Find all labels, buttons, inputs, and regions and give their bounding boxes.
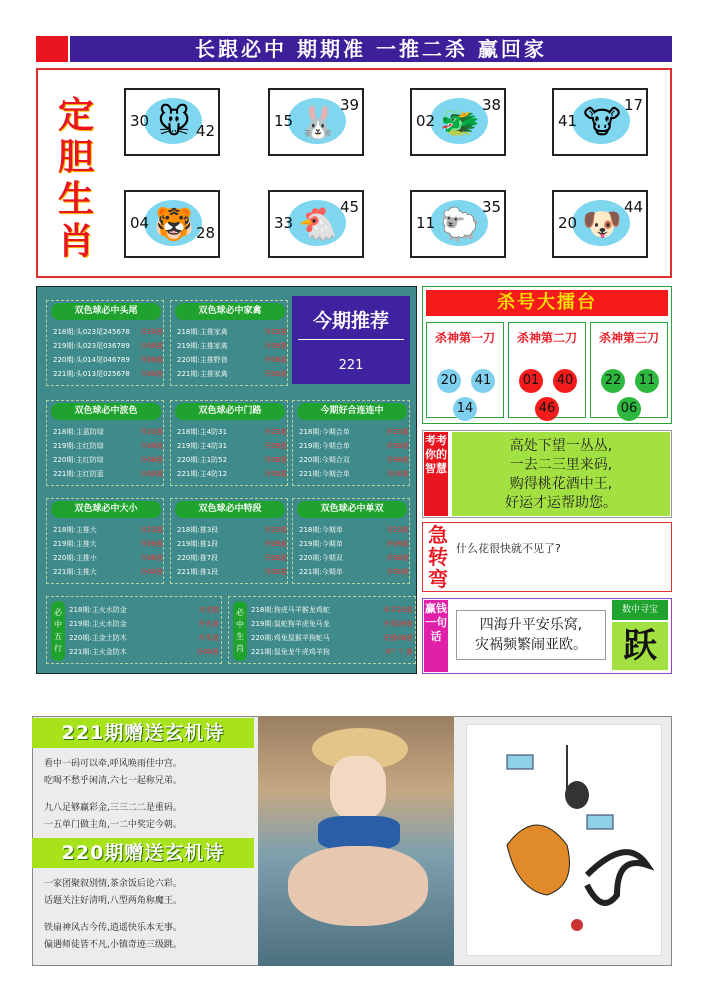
line-result: 开00准 bbox=[140, 568, 163, 576]
cell-line bbox=[69, 605, 219, 615]
line-result: 开09准 bbox=[386, 442, 409, 450]
line-result: 开08准 bbox=[140, 554, 163, 562]
line-result: 开00准 bbox=[196, 648, 219, 656]
kill-ball: 11 bbox=[635, 369, 659, 393]
cell-title: 双色球必中家禽 bbox=[175, 303, 285, 320]
kill-ball: 22 bbox=[601, 369, 625, 393]
zodiac-card bbox=[124, 190, 220, 258]
recommend-title: 今期推荐 bbox=[312, 310, 389, 332]
line-result: 开23准 bbox=[264, 428, 287, 436]
turn-tag: 急转弯 bbox=[428, 523, 448, 591]
line-result: 开08准 bbox=[140, 456, 163, 464]
line-result: 开09准 bbox=[140, 342, 163, 350]
line-result: 开木错 bbox=[198, 606, 219, 614]
line-text: 221期:今期合单 bbox=[299, 470, 350, 478]
cell-title: 双色球必中波色 bbox=[51, 403, 161, 420]
cell-line bbox=[53, 369, 163, 379]
zodiac-number: 28 bbox=[196, 224, 216, 242]
money-text bbox=[456, 610, 606, 660]
cell-line bbox=[299, 469, 409, 479]
zodiac-card bbox=[410, 190, 506, 258]
header-red-block bbox=[36, 36, 68, 62]
line-text: 221期:主推家禽 bbox=[177, 370, 228, 378]
cell-line bbox=[177, 341, 287, 351]
line-text: 220期:主推小 bbox=[53, 554, 97, 562]
line-text: 219期:推1段 bbox=[177, 540, 219, 548]
cell-line bbox=[299, 539, 409, 549]
line-text: 219期:主推大 bbox=[53, 540, 97, 548]
knife-title: 杀神第一刀 bbox=[434, 331, 495, 345]
line-result: 开鸡09准 bbox=[383, 620, 413, 628]
zodiac-number: 35 bbox=[482, 198, 502, 216]
line-text: 220期:主1防52 bbox=[177, 456, 228, 464]
line-text: 219期:今期合单 bbox=[299, 442, 350, 450]
cell-line bbox=[53, 525, 163, 535]
sheep-icon: 🐑 bbox=[440, 205, 480, 243]
line-result: 开09准 bbox=[386, 540, 409, 548]
poem-line: 吃喝不愁乎闲清,六七一起称兄弟。 bbox=[44, 776, 182, 786]
kill-title: 杀号大擂台 bbox=[426, 290, 668, 316]
person-icon bbox=[330, 756, 386, 820]
line-text: 221期:推1段 bbox=[177, 568, 219, 576]
line-text: 220期:主推野兽 bbox=[177, 356, 228, 364]
cell-line bbox=[177, 567, 287, 577]
wisdom-tag: 考考你的智慧 bbox=[424, 432, 448, 516]
zodiac-number: 41 bbox=[558, 112, 578, 130]
cell-line bbox=[53, 355, 163, 365]
line-result: 开08准 bbox=[264, 554, 287, 562]
zodiac-number: 02 bbox=[416, 112, 436, 130]
zodiac-number: 38 bbox=[482, 96, 502, 114]
cell-line bbox=[299, 553, 409, 563]
cell-c7 bbox=[170, 498, 288, 584]
line-text: 218期:推3段 bbox=[177, 526, 219, 534]
title-char: 肖 bbox=[58, 221, 95, 262]
line-result: 开23准 bbox=[140, 526, 163, 534]
line-text: 220期:推7段 bbox=[177, 554, 219, 562]
poem220-body bbox=[44, 876, 182, 954]
cell-line bbox=[177, 355, 287, 365]
cell-line bbox=[177, 553, 287, 563]
cell-line bbox=[299, 567, 409, 577]
rooster-icon: 🐔 bbox=[298, 205, 338, 243]
cell-line bbox=[53, 553, 163, 563]
money-tag: 赢钱一句话 bbox=[424, 600, 448, 672]
zodiac-number: 39 bbox=[340, 96, 360, 114]
poem-line: 九八足够赢彩金,三三二二是重码。 bbox=[44, 803, 182, 813]
line-result: 开木准 bbox=[198, 634, 219, 642]
line-text: 221期:鼠兔龙牛虎鸡羊狗 bbox=[251, 648, 330, 656]
wisdom-line: 好运才运帮助您。 bbox=[505, 495, 617, 511]
cell-c4 bbox=[170, 400, 288, 486]
zodiac-card bbox=[552, 88, 648, 156]
cell-c1 bbox=[46, 300, 164, 386]
knife-title: 杀神第三刀 bbox=[598, 331, 659, 345]
line-text: 218期:主4防31 bbox=[177, 428, 228, 436]
cell-line bbox=[177, 539, 287, 549]
zodiac-card bbox=[124, 88, 220, 156]
cell-sx bbox=[228, 596, 416, 664]
line-text: 220期:今期合双 bbox=[299, 456, 350, 464]
cell-line bbox=[251, 619, 413, 629]
line-result: 开羊23准 bbox=[383, 606, 413, 614]
turn-question: 什么花很快就不见了? bbox=[456, 542, 561, 555]
line-result: 开？？准 bbox=[385, 648, 413, 656]
cell-line bbox=[299, 455, 409, 465]
cell-line bbox=[299, 441, 409, 451]
line-result: 开09准 bbox=[264, 540, 287, 548]
kill-ball: 46 bbox=[535, 397, 559, 421]
cell-line bbox=[177, 369, 287, 379]
line-result: 开00准 bbox=[140, 370, 163, 378]
line-result: 开猴08准 bbox=[383, 634, 413, 642]
line-text: 221期:主红防蓝 bbox=[53, 470, 104, 478]
zodiac-card bbox=[552, 190, 648, 258]
wisdom-line: 高处下望一丛丛, bbox=[509, 438, 613, 454]
line-text: 219期:主火水防金 bbox=[69, 620, 127, 628]
recommend-box bbox=[292, 296, 410, 384]
line-text: 219期:主推家禽 bbox=[177, 342, 228, 350]
shengxiao-title bbox=[58, 95, 98, 263]
poem-line: 话题关注好清明,八型两角称魔王。 bbox=[44, 896, 182, 906]
line-text: 218期:狗虎马羊猴龙鸡蛇 bbox=[251, 606, 330, 614]
cell-line bbox=[53, 427, 163, 437]
line-text: 221期:主4防12 bbox=[177, 470, 228, 478]
cell-line bbox=[299, 525, 409, 535]
line-text: 219期:今期单 bbox=[299, 540, 343, 548]
kill-ball: 01 bbox=[519, 369, 543, 393]
dog-icon: 🐶 bbox=[582, 205, 622, 243]
poem221-title: 221期赠送玄机诗 bbox=[32, 718, 254, 748]
cell-line bbox=[299, 427, 409, 437]
line-result: 开00准 bbox=[140, 470, 163, 478]
line-text: 220期:主红防绿 bbox=[53, 456, 104, 464]
beach-photo bbox=[258, 716, 454, 966]
money-line: 四海升平安乐窝, bbox=[479, 617, 583, 633]
zodiac-number: 30 bbox=[130, 112, 150, 130]
wisdom-line: 购得桃花酒中王, bbox=[509, 476, 613, 492]
zodiac-number: 17 bbox=[624, 96, 644, 114]
zodiac-number: 04 bbox=[130, 214, 150, 232]
header-title: 长跟必中 期期准 一推二杀 赢回家 bbox=[70, 36, 672, 62]
line-text: 218期:今期合单 bbox=[299, 428, 350, 436]
cell-line bbox=[251, 605, 413, 615]
line-result: 开火准 bbox=[198, 620, 219, 628]
cell-wx bbox=[46, 596, 222, 664]
line-text: 221期:头013尾025678 bbox=[53, 370, 130, 378]
zodiac-card bbox=[268, 190, 364, 258]
line-text: 219期:主红防绿 bbox=[53, 442, 104, 450]
line-text: 218期:主火水防金 bbox=[69, 606, 127, 614]
line-result: 开08准 bbox=[264, 356, 287, 364]
knife-title: 杀神第二刀 bbox=[516, 331, 577, 345]
cell-line bbox=[177, 455, 287, 465]
kill-ball: 40 bbox=[553, 369, 577, 393]
cell-line bbox=[177, 327, 287, 337]
dragon-icon: 🐲 bbox=[440, 103, 480, 141]
line-result: 开23准 bbox=[386, 428, 409, 436]
line-result: 开00准 bbox=[386, 470, 409, 478]
zodiac-number: 44 bbox=[624, 198, 644, 216]
cell-line bbox=[69, 647, 219, 657]
line-text: 221期:主火金防木 bbox=[69, 648, 127, 656]
line-text: 219期:头023尾036789 bbox=[53, 342, 130, 350]
cell-line bbox=[53, 455, 163, 465]
zodiac-number: 15 bbox=[274, 112, 294, 130]
zodiac-number: 11 bbox=[416, 214, 436, 232]
zodiac-number: 20 bbox=[558, 214, 578, 232]
ox-icon: 🐮 bbox=[583, 103, 621, 141]
cell-c2 bbox=[170, 300, 288, 386]
wisdom-line: 一去二三里来码, bbox=[509, 457, 613, 473]
riddle-painting bbox=[466, 724, 662, 956]
rabbit-icon: 🐰 bbox=[298, 103, 338, 141]
kill-knife bbox=[590, 322, 668, 418]
wisdom-poem bbox=[452, 432, 670, 516]
line-result: 开00准 bbox=[264, 568, 287, 576]
poem-line: 一家团聚叙别情,茶余饭后论六彩。 bbox=[44, 879, 182, 889]
cell-title: 双色球必中特段 bbox=[175, 501, 285, 518]
line-text: 221期:今期单 bbox=[299, 568, 343, 576]
line-result: 开09准 bbox=[264, 342, 287, 350]
title-char: 生 bbox=[58, 179, 95, 220]
line-text: 218期:头023尾245678 bbox=[53, 328, 130, 336]
line-text: 218期:今期单 bbox=[299, 526, 343, 534]
line-text: 221期:主推大 bbox=[53, 568, 97, 576]
kill-ball: 14 bbox=[453, 397, 477, 421]
cell-c6 bbox=[46, 498, 164, 584]
line-result: 开08准 bbox=[264, 456, 287, 464]
zodiac-number: 45 bbox=[340, 198, 360, 216]
recommend-value: 221 bbox=[298, 339, 404, 373]
line-result: 开23准 bbox=[140, 428, 163, 436]
line-text: 220期:主金土防木 bbox=[69, 634, 127, 642]
cell-line bbox=[53, 567, 163, 577]
legs-icon bbox=[288, 846, 428, 926]
line-result: 开00准 bbox=[264, 370, 287, 378]
zodiac-card bbox=[268, 88, 364, 156]
cell-line bbox=[251, 647, 413, 657]
cell-line bbox=[53, 327, 163, 337]
kill-ball: 06 bbox=[617, 397, 641, 421]
title-char: 定 bbox=[58, 95, 95, 136]
title-char: 胆 bbox=[58, 137, 95, 178]
cell-c3 bbox=[46, 400, 164, 486]
cell-line bbox=[251, 633, 413, 643]
poem-line: 看中一码可以牵,呼风唤雨佳中宫。 bbox=[44, 759, 182, 769]
line-result: 开00准 bbox=[386, 568, 409, 576]
line-text: 220期:鸡兔鼠猴羊狗蛇马 bbox=[251, 634, 330, 642]
line-result: 开23准 bbox=[386, 526, 409, 534]
cell-line bbox=[53, 539, 163, 549]
turn-panel bbox=[422, 522, 672, 592]
cell-line bbox=[177, 525, 287, 535]
line-text: 219期:鼠蛇狗羊虎兔马龙 bbox=[251, 620, 330, 628]
line-result: 开23准 bbox=[264, 526, 287, 534]
money-line: 灾祸频繁闹亚欧。 bbox=[475, 637, 587, 653]
line-text: 220期:今期双 bbox=[299, 554, 343, 562]
rat-icon: 🐭 bbox=[157, 103, 191, 141]
cell-line bbox=[177, 469, 287, 479]
tiger-rider-icon bbox=[467, 725, 663, 957]
cell-title: 双色球必中大小 bbox=[51, 501, 161, 518]
line-result: 开09准 bbox=[140, 442, 163, 450]
cell-c5 bbox=[292, 400, 410, 486]
cell-line bbox=[177, 441, 287, 451]
line-result: 开23准 bbox=[264, 328, 287, 336]
zodiac-number: 42 bbox=[196, 122, 216, 140]
cell-title: 双色球必中头尾 bbox=[51, 303, 161, 320]
line-result: 开08准 bbox=[386, 554, 409, 562]
cell-line bbox=[53, 341, 163, 351]
line-text: 218期:主蓝防绿 bbox=[53, 428, 104, 436]
cell-title: 今期好合连连中 bbox=[297, 403, 407, 420]
line-result: 开08准 bbox=[140, 356, 163, 364]
line-text: 220期:头014尾046789 bbox=[53, 356, 130, 364]
cell-tag: 必中五行 bbox=[51, 601, 65, 661]
cell-tag: 必中生肖 bbox=[233, 601, 247, 661]
line-result: 开08准 bbox=[386, 456, 409, 464]
treasure-label: 数中寻宝 bbox=[612, 600, 668, 620]
zodiac-number: 33 bbox=[274, 214, 294, 232]
line-result: 开20准 bbox=[140, 328, 163, 336]
cell-c8 bbox=[292, 498, 410, 584]
zodiac-card bbox=[410, 88, 506, 156]
poem220-title: 220期赠送玄机诗 bbox=[32, 838, 254, 868]
line-result: 开09准 bbox=[140, 540, 163, 548]
swimsuit-icon bbox=[318, 816, 400, 850]
poem221-body bbox=[44, 756, 182, 834]
cell-line bbox=[69, 633, 219, 643]
poem-line: 偏遇师徒皆不凡,小镇奇迹三级跳。 bbox=[44, 940, 182, 950]
kill-ball: 20 bbox=[437, 369, 461, 393]
line-text: 218期:主推大 bbox=[53, 526, 97, 534]
tiger-icon: 🐯 bbox=[154, 205, 194, 243]
cell-line bbox=[177, 427, 287, 437]
cell-line bbox=[53, 441, 163, 451]
poem-line: 铁扇神风古今传,逍遥快乐本无事。 bbox=[44, 923, 182, 933]
kill-ball: 41 bbox=[471, 369, 495, 393]
line-text: 219期:主4防31 bbox=[177, 442, 228, 450]
cell-title: 双色球必中门路 bbox=[175, 403, 285, 420]
kill-knife bbox=[508, 322, 586, 418]
line-text: 218期:主推家禽 bbox=[177, 328, 228, 336]
line-result: 开09准 bbox=[264, 442, 287, 450]
line-result: 开00准 bbox=[264, 470, 287, 478]
cell-line bbox=[69, 619, 219, 629]
poem-line: 一五单门做主角,一二中奖定今朝。 bbox=[44, 820, 182, 830]
treasure-char: 跃 bbox=[612, 622, 668, 670]
kill-knife bbox=[426, 322, 504, 418]
cell-title: 双色球必中单双 bbox=[297, 501, 407, 518]
cell-line bbox=[53, 469, 163, 479]
